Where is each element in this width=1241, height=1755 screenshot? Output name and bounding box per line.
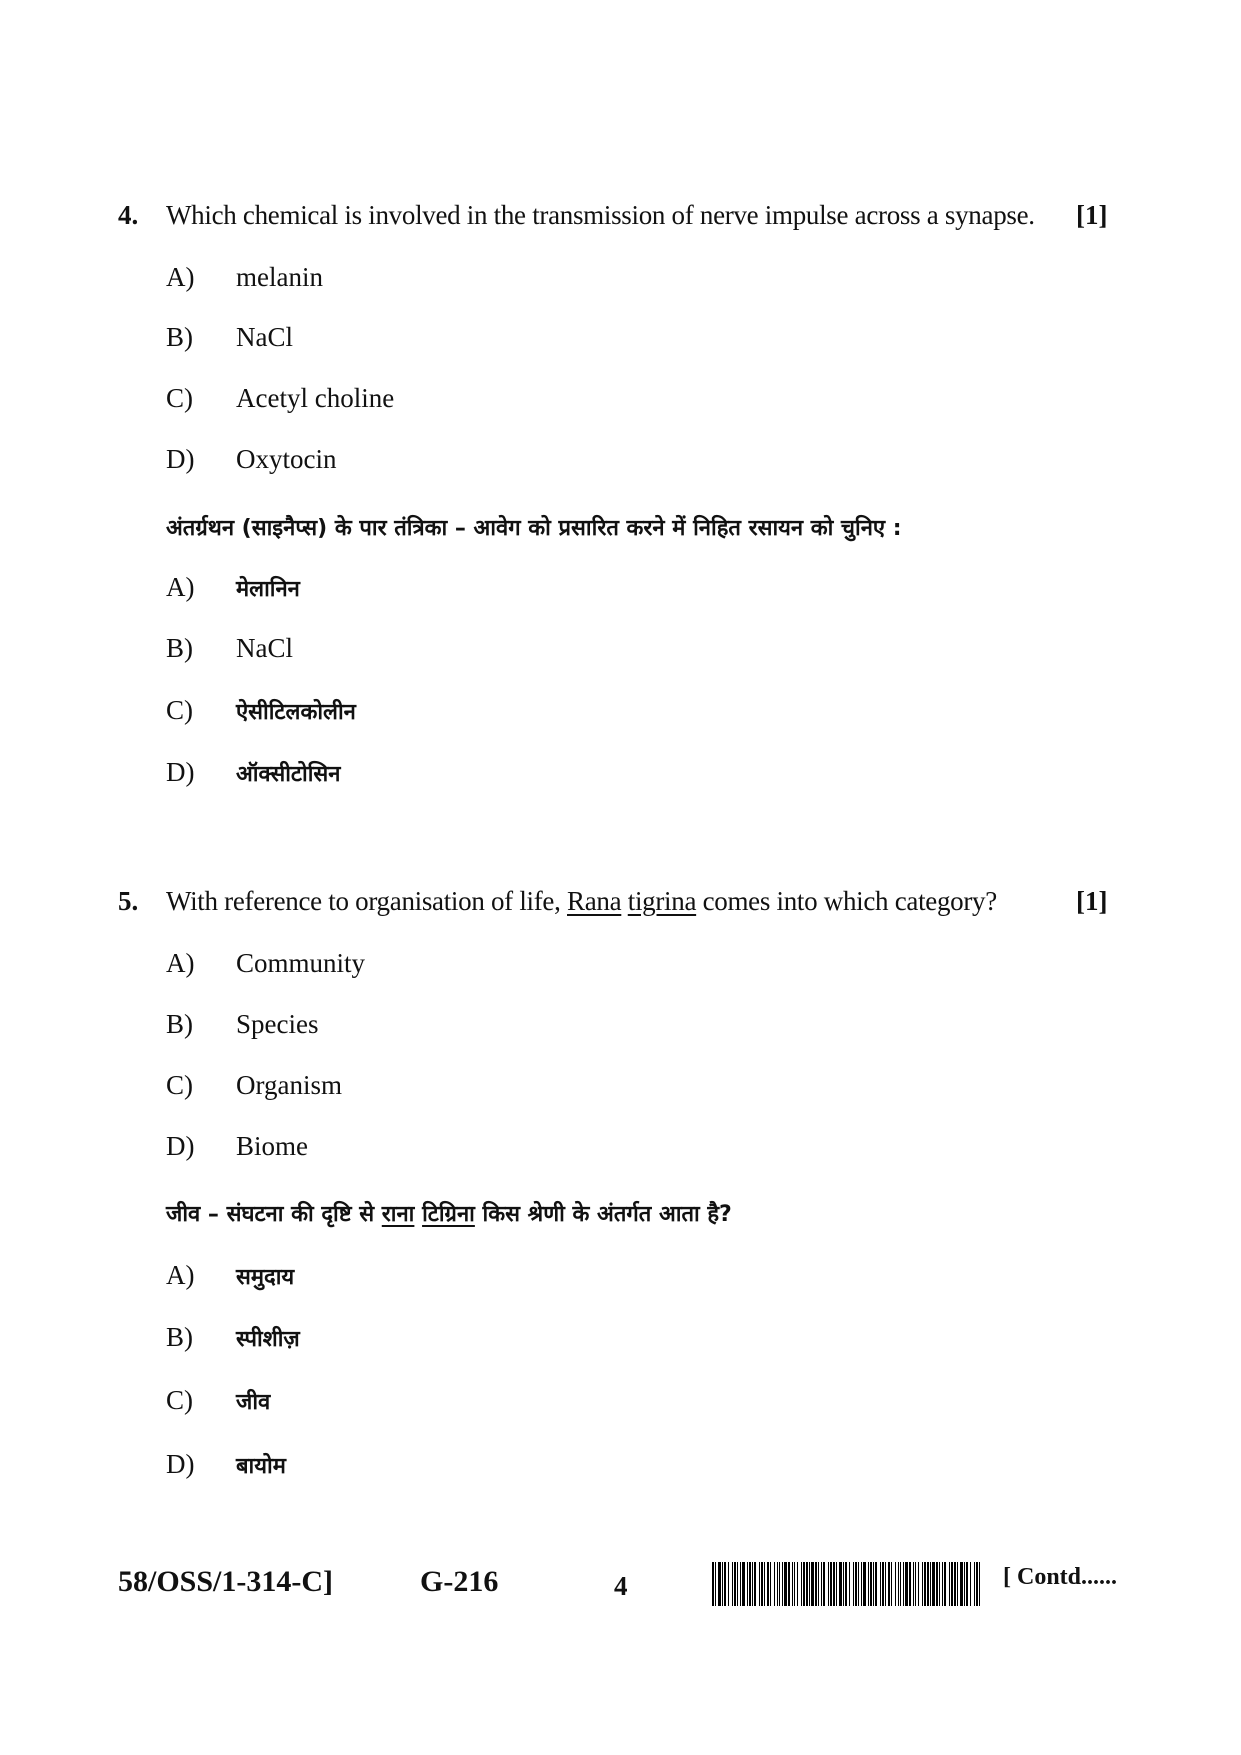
- question-text-part: किस श्रेणी के अंतर्गत आता है?: [474, 1202, 732, 1227]
- genus-name: Rana: [567, 886, 622, 916]
- option-label: C): [166, 695, 193, 725]
- option-text: melanin: [236, 262, 323, 292]
- option-label: C): [166, 1070, 193, 1100]
- option-text: Community: [236, 948, 366, 978]
- option-label: B): [166, 633, 193, 663]
- option-label: B): [166, 1009, 193, 1039]
- option-b-hi: [166, 633, 293, 664]
- question-text-en: [166, 886, 997, 916]
- option-text: मेलानिन: [236, 577, 300, 602]
- option-label: B): [166, 322, 193, 352]
- page-number: 4: [614, 1571, 628, 1601]
- question-text-hi: [166, 1198, 732, 1228]
- question-text-hi: अंतर्ग्रथन (साइनैप्स) के पार तंत्रिका – आवेग को प्रसारित करने में निहित रसायन को चुनिए :: [166, 516, 902, 541]
- question-number: 4.: [118, 200, 139, 230]
- option-c-hi: [166, 1385, 270, 1416]
- series-code: G-216: [420, 1565, 499, 1598]
- option-d-hi: [166, 1449, 286, 1480]
- question-text-en: Which chemical is involved in the transmission of nerve impulse across a synapse.: [166, 200, 1035, 230]
- option-b-en: [166, 1009, 318, 1040]
- option-a-en: [166, 262, 323, 293]
- continued-label: [ Contd......: [1003, 1564, 1118, 1590]
- question-number: 5.: [118, 886, 139, 916]
- option-label: D): [166, 1131, 195, 1161]
- option-text: NaCl: [236, 633, 293, 663]
- question-4: [118, 200, 1035, 231]
- option-text: Acetyl choline: [236, 383, 395, 413]
- option-a-hi: [166, 1260, 294, 1291]
- option-label: D): [166, 757, 195, 787]
- question-text-part: जीव – संघटना की दृष्टि से: [166, 1202, 382, 1227]
- option-label: A): [166, 1260, 195, 1290]
- option-text: ऑक्सीटोसिन: [236, 762, 341, 787]
- barcode-icon: [712, 1562, 980, 1606]
- option-label: A): [166, 572, 195, 602]
- option-a-hi: [166, 572, 300, 603]
- option-b-hi: [166, 1322, 300, 1353]
- genus-name-hi: राना: [381, 1202, 415, 1227]
- option-label: C): [166, 383, 193, 413]
- marks-label: [1]: [1076, 200, 1108, 230]
- species-name: tigrina: [627, 886, 697, 916]
- species-name-hi: टिग्रिना: [422, 1202, 475, 1227]
- option-b-en: [166, 322, 293, 353]
- option-label: D): [166, 444, 195, 474]
- option-c-hi: [166, 695, 356, 726]
- option-text: Organism: [236, 1070, 342, 1100]
- question-5: [118, 886, 997, 917]
- option-label: B): [166, 1322, 193, 1352]
- option-label: D): [166, 1449, 195, 1479]
- marks-label: [1]: [1076, 886, 1108, 916]
- option-text: बायोम: [236, 1454, 286, 1479]
- option-text: NaCl: [236, 322, 293, 352]
- option-text: समुदाय: [236, 1265, 295, 1290]
- option-label: C): [166, 1385, 193, 1415]
- option-label: A): [166, 948, 195, 978]
- question-text-part: With reference to organisation of life,: [166, 886, 568, 916]
- option-d-hi: [166, 757, 341, 788]
- option-text: ऐसीटिलकोलीन: [236, 700, 356, 725]
- question-text-part: comes into which category?: [696, 886, 997, 916]
- option-text: स्पीशीज़: [236, 1327, 300, 1352]
- paper-code: 58/OSS/1-314-C]: [118, 1565, 334, 1598]
- option-text: Species: [236, 1009, 319, 1039]
- option-a-en: [166, 948, 365, 979]
- option-text: जीव: [236, 1390, 271, 1415]
- option-d-en: [166, 1131, 308, 1162]
- option-d-en: [166, 444, 337, 475]
- option-text: Oxytocin: [236, 444, 337, 474]
- option-text: Biome: [236, 1131, 308, 1161]
- option-label: A): [166, 262, 195, 292]
- option-c-en: [166, 1070, 342, 1101]
- option-c-en: [166, 383, 394, 414]
